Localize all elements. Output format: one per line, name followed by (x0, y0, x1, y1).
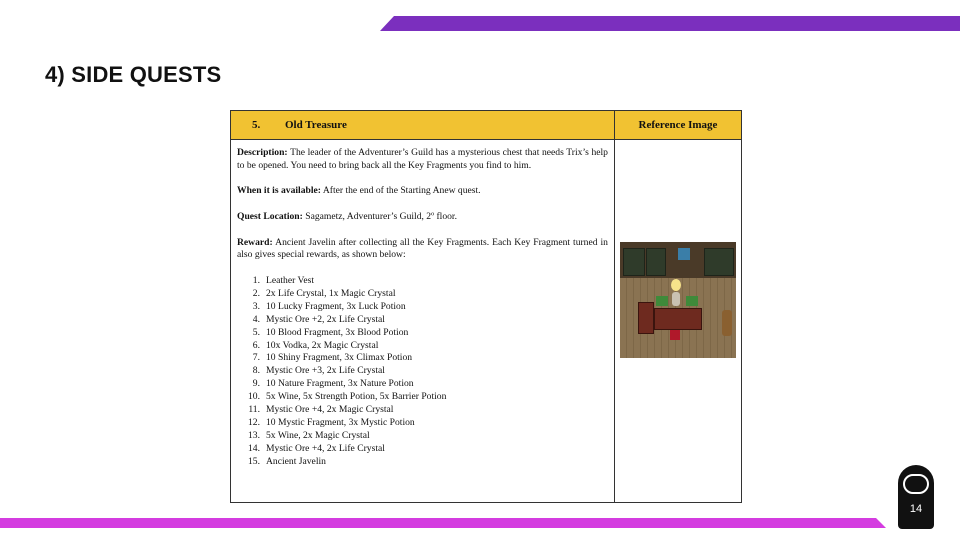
page-title: 4) SIDE QUESTS (45, 62, 222, 87)
plant-graphic (686, 296, 698, 306)
list-item-number: 1. (252, 274, 260, 286)
bookshelf-graphic (623, 248, 645, 276)
list-item-number: 13. (248, 429, 260, 441)
list-item-text: Mystic Ore +2, 2x Life Crystal (266, 313, 385, 325)
list-item (237, 340, 608, 353)
list-item (237, 417, 608, 430)
list-item-number: 10. (248, 391, 260, 403)
list-item (237, 404, 608, 417)
availability-label: When it is available: (237, 185, 321, 197)
list-item-text: Mystic Ore +4, 2x Life Crystal (266, 442, 385, 454)
list-item-number: 5. (252, 326, 260, 338)
description-paragraph (237, 147, 608, 173)
table-header-row (231, 111, 742, 140)
list-item-text: 10 Blood Fragment, 3x Blood Potion (266, 326, 409, 338)
list-item-number: 7. (252, 352, 260, 364)
list-item-number: 6. (252, 339, 260, 351)
availability-paragraph (237, 185, 608, 198)
quest-number: 5. (252, 119, 261, 131)
list-item-number: 2. (252, 287, 260, 299)
reference-image-header: Reference Image (615, 111, 742, 140)
list-item-number: 11. (248, 404, 260, 416)
description-label: Description: (237, 147, 288, 158)
quest-name: Old Treasure (285, 119, 347, 131)
page-number-badge (898, 465, 934, 529)
list-item-number: 4. (252, 313, 260, 325)
list-item (237, 430, 608, 443)
quest-table (230, 110, 742, 503)
list-item (237, 391, 608, 404)
side-table-graphic (638, 302, 654, 334)
location-paragraph (237, 211, 608, 224)
reward-paragraph (237, 237, 608, 263)
list-item-number: 8. (252, 365, 260, 377)
list-item (237, 365, 608, 378)
location-label: Quest Location: (237, 210, 303, 222)
rewards-list (237, 275, 608, 469)
quest-details-cell (231, 140, 615, 503)
chair-graphic (670, 330, 680, 340)
bottom-accent-bar (0, 518, 886, 528)
list-item (237, 301, 608, 314)
plant-graphic (656, 296, 668, 306)
list-item-number: 14. (248, 442, 260, 454)
table-content-row (231, 140, 742, 503)
list-item (237, 443, 608, 456)
bookshelf-graphic (704, 248, 734, 276)
list-item (237, 352, 608, 365)
list-item-text: 10 Lucky Fragment, 3x Luck Potion (266, 300, 406, 312)
reference-image (620, 242, 736, 358)
list-item-text: 5x Wine, 5x Strength Potion, 5x Barrier Potion (266, 391, 447, 403)
description-text: The leader of the Adventurer’s Guild has a mysterious chest that needs Trix’s help to be opened. You need to bring back all the Key Fragments you find to him. (237, 147, 608, 171)
list-item-text: 10 Shiny Fragment, 3x Climax Potion (266, 352, 413, 364)
quest-title-header (231, 111, 615, 140)
top-accent-bar (380, 16, 960, 31)
list-item-text: 2x Life Crystal, 1x Magic Crystal (266, 287, 396, 299)
list-item-text: Mystic Ore +3, 2x Life Crystal (266, 365, 385, 377)
barrel-graphic (722, 310, 732, 336)
list-item-number: 15. (248, 455, 260, 467)
list-item (237, 327, 608, 340)
desk-graphic (654, 308, 702, 330)
list-item (237, 288, 608, 301)
list-item-text: Mystic Ore +4, 2x Magic Crystal (266, 404, 394, 416)
character-graphic (672, 292, 680, 306)
list-item-number: 3. (252, 300, 260, 312)
lamp-graphic (671, 279, 681, 291)
list-item (237, 314, 608, 327)
location-text: Sagametz, Adventurer’s Guild, 2º floor. (305, 210, 457, 222)
list-item-text: 10 Mystic Fragment, 3x Mystic Potion (266, 416, 415, 428)
list-item (237, 275, 608, 288)
reward-label: Reward: (237, 236, 273, 248)
reference-image-cell (615, 140, 742, 503)
list-item-text: Ancient Javelin (266, 455, 326, 467)
bookshelf-graphic (646, 248, 666, 276)
list-item-text: 10 Nature Fragment, 3x Nature Potion (266, 378, 414, 390)
badge-ring-icon (903, 474, 929, 494)
page-number: 14 (909, 503, 923, 515)
reward-text: Ancient Javelin after collecting all the Key Fragments. Each Key Fragment turned in also gives special rewards, as shown below: (237, 236, 608, 261)
availability-text: After the end of the Starting Anew quest. (322, 185, 481, 197)
list-item-number: 12. (248, 416, 260, 428)
list-item (237, 378, 608, 391)
list-item-number: 9. (252, 378, 260, 390)
list-item-text: Leather Vest (266, 274, 315, 286)
list-item-text: 10x Vodka, 2x Magic Crystal (266, 339, 379, 351)
list-item-text: 5x Wine, 2x Magic Crystal (266, 429, 370, 441)
list-item (237, 456, 608, 469)
window-graphic (678, 248, 690, 260)
